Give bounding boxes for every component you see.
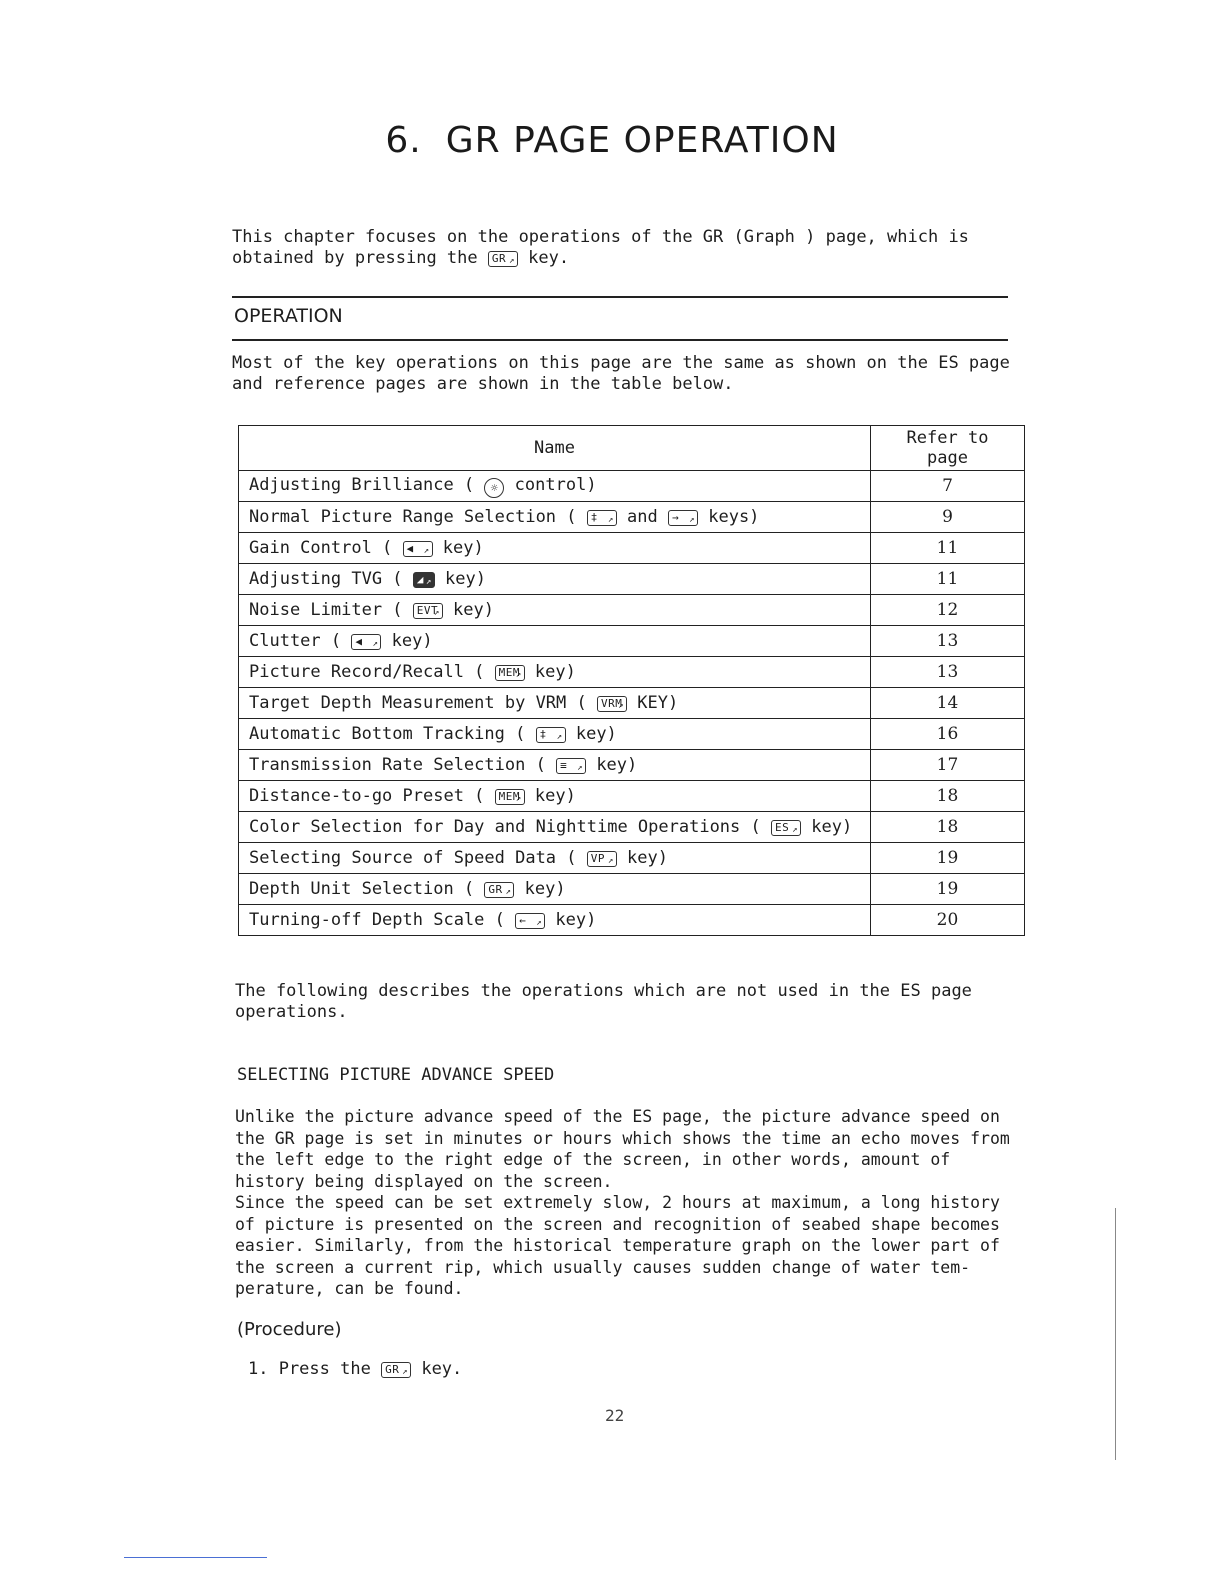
key-icon: ◢ ↗ — [413, 572, 435, 588]
margin-line — [1115, 1208, 1116, 1460]
table-row — [239, 843, 1025, 874]
lead-line-1: Most of the key operations on this page are the same as shown on the ES page — [232, 353, 1010, 373]
table-row — [239, 750, 1025, 781]
intro-paragraph — [232, 227, 969, 269]
table-row — [239, 781, 1025, 812]
row-name-end: KEY) — [637, 693, 679, 713]
row-page: 13 — [871, 626, 1025, 657]
lead-line-2: and reference pages are shown in the table below. — [232, 374, 734, 394]
row-name-text: Normal Picture Range Selection ( — [249, 507, 577, 527]
header-name: Name — [239, 426, 871, 471]
row-page: 18 — [871, 812, 1025, 843]
table-row — [239, 626, 1025, 657]
row-name-end: key) — [442, 538, 484, 558]
key-icon: MEM ↗ — [495, 789, 525, 805]
row-name — [239, 564, 871, 595]
table-row — [239, 688, 1025, 719]
key-icon: ES ↗ — [771, 820, 801, 836]
body-line: easier. Similarly, from the historical temperature graph on the lower part of — [235, 1236, 1000, 1255]
row-page: 12 — [871, 595, 1025, 626]
body-paragraph — [235, 1106, 1010, 1300]
row-name-end: key) — [534, 786, 576, 806]
row-name-text: Target Depth Measurement by VRM ( — [249, 693, 587, 713]
table-row — [239, 874, 1025, 905]
body-line: Since the speed can be set extremely slow, 2 hours at maximum, a long history — [235, 1193, 1000, 1212]
row-name — [239, 688, 871, 719]
key-icon: VRM ↗ — [597, 696, 627, 712]
row-name — [239, 781, 871, 812]
table-row — [239, 719, 1025, 750]
row-name-end: key) — [453, 600, 494, 620]
row-name — [239, 533, 871, 564]
table-row — [239, 595, 1025, 626]
row-page: 7 — [871, 471, 1025, 502]
row-name-text: Automatic Bottom Tracking ( — [249, 724, 526, 744]
table-row — [239, 471, 1025, 502]
intro-line-1: This chapter focuses on the operations of the GR (Graph ) page, which is — [232, 227, 969, 247]
section-rule-top — [232, 296, 1008, 298]
row-name-text: Distance-to-go Preset ( — [249, 786, 485, 806]
step-text: 1. Press the — [248, 1359, 371, 1379]
row-page: 20 — [871, 905, 1025, 936]
header-page: Refer to page — [871, 426, 1025, 471]
gr-key-icon: GR ↗ — [488, 251, 518, 267]
row-page: 11 — [871, 564, 1025, 595]
row-name — [239, 812, 871, 843]
row-page: 13 — [871, 657, 1025, 688]
table-header-row — [239, 426, 1025, 471]
table-row — [239, 564, 1025, 595]
row-name — [239, 502, 871, 533]
row-name-text: Adjusting TVG ( — [249, 569, 403, 589]
table-row — [239, 533, 1025, 564]
row-name-end: key) — [627, 848, 668, 868]
key-icon: EVT ↗ — [413, 603, 443, 619]
key-icon: ◀ ↗ — [403, 541, 433, 557]
row-page: 19 — [871, 874, 1025, 905]
key-icon: ← ↗ — [515, 913, 545, 929]
lead-paragraph — [232, 353, 1010, 395]
row-name-text: Picture Record/Recall ( — [249, 662, 485, 682]
table-row — [239, 905, 1025, 936]
row-name-end: keys) — [708, 507, 760, 527]
row-name — [239, 719, 871, 750]
row-page: 14 — [871, 688, 1025, 719]
key-icon: VP ↗ — [587, 851, 617, 867]
row-page: 9 — [871, 502, 1025, 533]
row-name — [239, 471, 871, 502]
row-name-end: key) — [445, 569, 486, 589]
following-line-2: operations. — [235, 1002, 348, 1022]
page-number: 22 — [605, 1406, 625, 1425]
row-name-end: key) — [391, 631, 433, 651]
row-name — [239, 626, 871, 657]
row-page: 18 — [871, 781, 1025, 812]
row-name-end: key) — [575, 724, 617, 744]
row-name-text: Color Selection for Day and Nighttime Operations ( — [249, 817, 761, 837]
body-line: of picture is presented on the screen and recognition of seabed shape becomes — [235, 1214, 1000, 1234]
row-name-text: Depth Unit Selection ( — [249, 879, 475, 899]
row-name-text: Clutter ( — [249, 631, 342, 651]
body-line: perature, can be found. — [235, 1279, 464, 1298]
procedure-step-1 — [248, 1359, 462, 1380]
key-icon: ≡ ↗ — [556, 758, 586, 774]
row-name-end: key) — [555, 910, 597, 930]
key-icon: ‡ ↗ — [587, 510, 617, 526]
row-page: 16 — [871, 719, 1025, 750]
step-end: key. — [421, 1359, 463, 1379]
row-name-text: Gain Control ( — [249, 538, 393, 558]
row-name-text: Turning-off Depth Scale ( — [249, 910, 505, 930]
row-name — [239, 595, 871, 626]
row-page: 11 — [871, 533, 1025, 564]
key-icon: MEM ↗ — [495, 665, 525, 681]
body-line: Unlike the picture advance speed of the ES page, the picture advance speed on — [235, 1107, 1000, 1126]
section-heading: OPERATION — [234, 305, 343, 327]
row-page: 17 — [871, 750, 1025, 781]
intro-line-2-text: obtained by pressing the — [232, 248, 478, 268]
row-name — [239, 657, 871, 688]
body-line: history being displayed on the screen. — [235, 1171, 613, 1191]
row-name-end: key) — [524, 879, 566, 899]
chapter-number: 6. — [385, 120, 422, 161]
procedure-label: (Procedure) — [237, 1319, 342, 1340]
row-page: 19 — [871, 843, 1025, 874]
bottom-divider — [124, 1557, 267, 1558]
key-icon: → ↗ — [668, 510, 698, 526]
row-name — [239, 905, 871, 936]
row-name-end: key) — [534, 662, 576, 682]
reference-table — [238, 425, 1025, 936]
table-row — [239, 812, 1025, 843]
row-name — [239, 843, 871, 874]
row-name-text: Selecting Source of Speed Data ( — [249, 848, 577, 868]
key-icon: GR ↗ — [484, 882, 514, 898]
subsection-heading: SELECTING PICTURE ADVANCE SPEED — [237, 1065, 555, 1085]
key-icon: ‡ ↗ — [536, 727, 566, 743]
body-line: the left edge to the right edge of the screen, in other words, amount of — [235, 1150, 951, 1169]
row-name-text: Adjusting Brilliance ( — [249, 474, 475, 495]
row-conjunction: and — [627, 507, 658, 527]
table-row — [239, 502, 1025, 533]
table-row — [239, 657, 1025, 688]
intro-line-2-end: key. — [528, 248, 570, 268]
section-rule-bottom — [232, 339, 1008, 341]
row-name — [239, 750, 871, 781]
table-body — [239, 471, 1025, 936]
brilliance-knob-icon: ☼ — [484, 478, 504, 498]
key-icon: ◀ ↗ — [351, 634, 381, 650]
chapter-title: GR PAGE OPERATION — [445, 120, 839, 161]
gr-key-icon: GR ↗ — [381, 1362, 411, 1378]
body-line: the GR page is set in minutes or hours which shows the time an echo moves from — [235, 1128, 1010, 1148]
following-line-1: The following describes the operations which are not used in the ES page — [235, 981, 972, 1001]
row-name-text: Noise Limiter ( — [249, 600, 403, 620]
following-paragraph — [235, 981, 972, 1023]
intro-line-2 — [232, 248, 969, 269]
row-name-end: key) — [596, 755, 638, 775]
row-name-end: key) — [811, 817, 853, 837]
body-line: the screen a current rip, which usually causes sudden change of water tem- — [235, 1257, 971, 1277]
row-name-text: Transmission Rate Selection ( — [249, 755, 546, 775]
page-title — [0, 120, 1224, 161]
row-name-end: control) — [514, 474, 597, 495]
row-name — [239, 874, 871, 905]
